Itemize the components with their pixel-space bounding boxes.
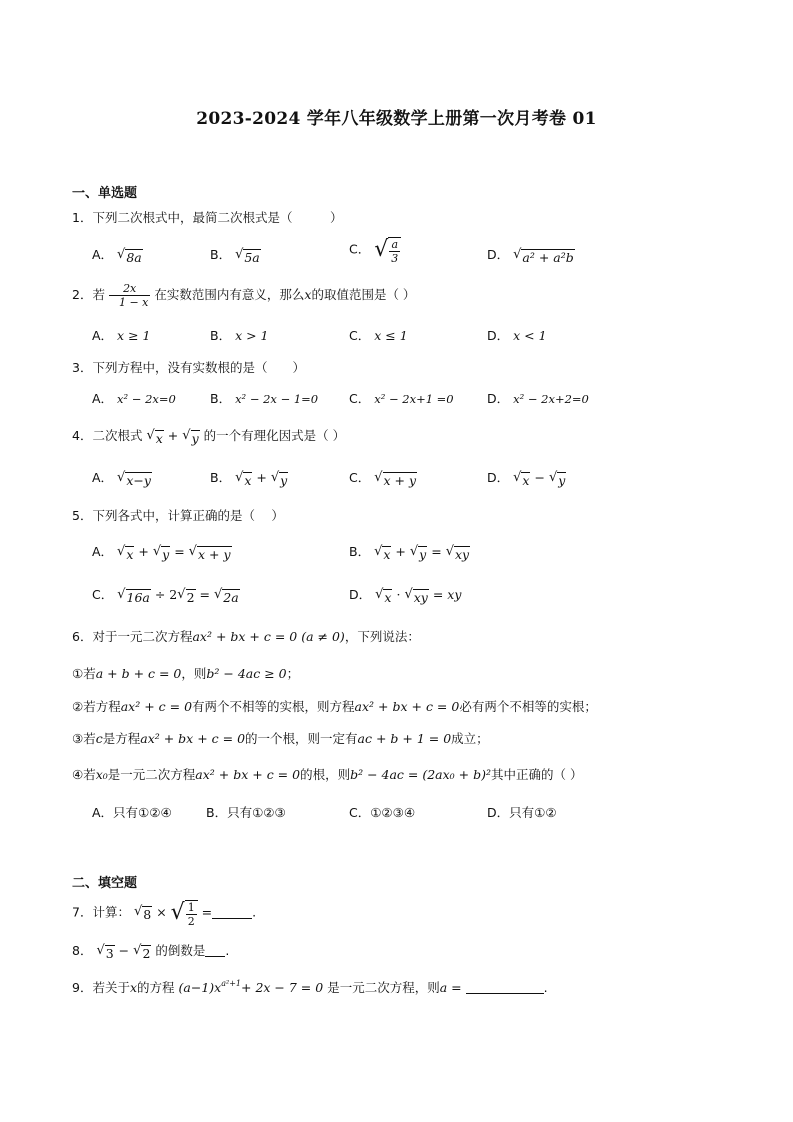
q6-statement-1: ①若a + b + c = 0，则b² − 4ac ≥ 0； <box>72 666 300 681</box>
q3-option-c: C． x² − 2x+1 =0 <box>349 391 454 406</box>
q6-statement-3: ③若c是方程ax² + bx + c = 0的一个根，则一定有ac + b + 1 = 0成立； <box>72 731 489 746</box>
q2-option-c: C． x ≤ 1 <box>349 328 408 343</box>
q6-statement-2: ②若方程ax² + c = 0有两个不相等的实根，则方程ax² + bx + c = 0必有两个不相等的实根； <box>72 699 597 714</box>
q2-option-d: D． x < 1 <box>487 328 547 343</box>
q1-option-b: B． √ 5a <box>210 246 260 265</box>
radical: √ $\frac{a}{3}$ <box>374 235 401 265</box>
q5-option-a: A． √ x + √ y = √ x + y <box>92 543 231 562</box>
q2-option-b: B． x > 1 <box>210 328 269 343</box>
question-number: 9． <box>72 980 93 995</box>
question-7: 7．计算： √ 8 × √ $\frac{1}{2}$ = . <box>72 900 257 928</box>
answer-blank[interactable] <box>466 981 544 994</box>
question-stem: 下列二次根式中，最简二次根式是（ ） <box>92 210 343 225</box>
question-2: 2．若 $\frac{2x}{1 - x}$ 在实数范围内有意义，那么x的取值范围是（ ） <box>72 282 416 309</box>
q6-option-a: A．只有①②④ <box>92 805 172 820</box>
question-6: 6．对于一元二次方程ax² + bx + c = 0 (a ≠ 0)，下列说法： <box>72 629 420 644</box>
question-4: 4．二次根式 √ x + √ y 的一个有理化因式是（ ） <box>72 427 346 446</box>
question-1 <box>72 208 342 226</box>
question-number: 4． <box>72 428 93 443</box>
question-3 <box>72 358 305 376</box>
answer-blank[interactable] <box>212 906 252 919</box>
question-number: 1． <box>72 210 93 225</box>
q6-option-b: B．只有①②③ <box>206 805 286 820</box>
q3-option-d: D． x² − 2x+2=0 <box>487 391 589 406</box>
question-8: 8． √ 3 − √ 2 的倒数是 . <box>72 942 230 961</box>
answer-blank[interactable] <box>205 944 225 957</box>
q4-option-c: C． √ x + y <box>349 469 417 488</box>
q6-option-d: D．只有①② <box>487 805 557 820</box>
question-stem: 下列各式中，计算正确的是（ ） <box>92 508 284 523</box>
fraction: $\frac{2x}{1 - x}$ <box>109 282 150 309</box>
q5-option-b: B． √ x + √ y = √ xy <box>349 543 470 562</box>
question-number: 7． <box>72 904 93 920</box>
section-heading-single-choice: 一、单选题 <box>72 186 138 201</box>
q4-option-b: B． √ x + √ y <box>210 469 288 488</box>
question-number: 2． <box>72 287 93 302</box>
q4-option-a: A． √ x−y <box>92 469 151 488</box>
question-number: 8． <box>72 943 93 958</box>
radical: √ a² + a²b <box>513 246 574 265</box>
q5-option-c: C． √ 16a ÷ 2 √ 2 = √ 2a <box>92 586 239 605</box>
q1-option-d: D． √ a² + a²b <box>487 246 574 265</box>
q1-option-c: C． √ $\frac{a}{3}$ <box>349 235 401 265</box>
q4-option-d: D． √ x − √ y <box>487 469 566 488</box>
question-5 <box>72 506 284 524</box>
q6-statement-4: ④若x₀是一元二次方程ax² + bx + c = 0的根，则b² − 4ac = (2ax₀ + b)²其中正确的（ ） <box>72 767 583 782</box>
page-title: 2023-2024 学年八年级数学上册第一次月考卷 01 <box>196 109 597 129</box>
q6-option-c: C．①②③④ <box>349 805 416 820</box>
question-number: 3． <box>72 360 93 375</box>
question-stem: 下列方程中，没有实数根的是（ ） <box>92 360 305 375</box>
q3-option-a: A． x² − 2x=0 <box>92 391 176 406</box>
question-number: 6． <box>72 629 93 644</box>
question-9: 9．若关于x的方程 $(a-1)x^{a^2+1}+ 2x - 7 = 0$ 是一元二次方程，则a = . <box>72 979 548 995</box>
radical: √ 5a <box>235 246 260 265</box>
q5-option-d: D． √ x · √ xy = xy <box>349 586 462 605</box>
radical: √ 8a <box>117 246 142 265</box>
q3-option-b: B． x² − 2x − 1=0 <box>210 391 319 406</box>
section-heading-fill-blank: 二、填空题 <box>72 876 138 891</box>
q2-option-a: A． x ≥ 1 <box>92 328 151 343</box>
question-number: 5． <box>72 508 93 523</box>
q1-option-a: A． √ 8a <box>92 246 142 265</box>
